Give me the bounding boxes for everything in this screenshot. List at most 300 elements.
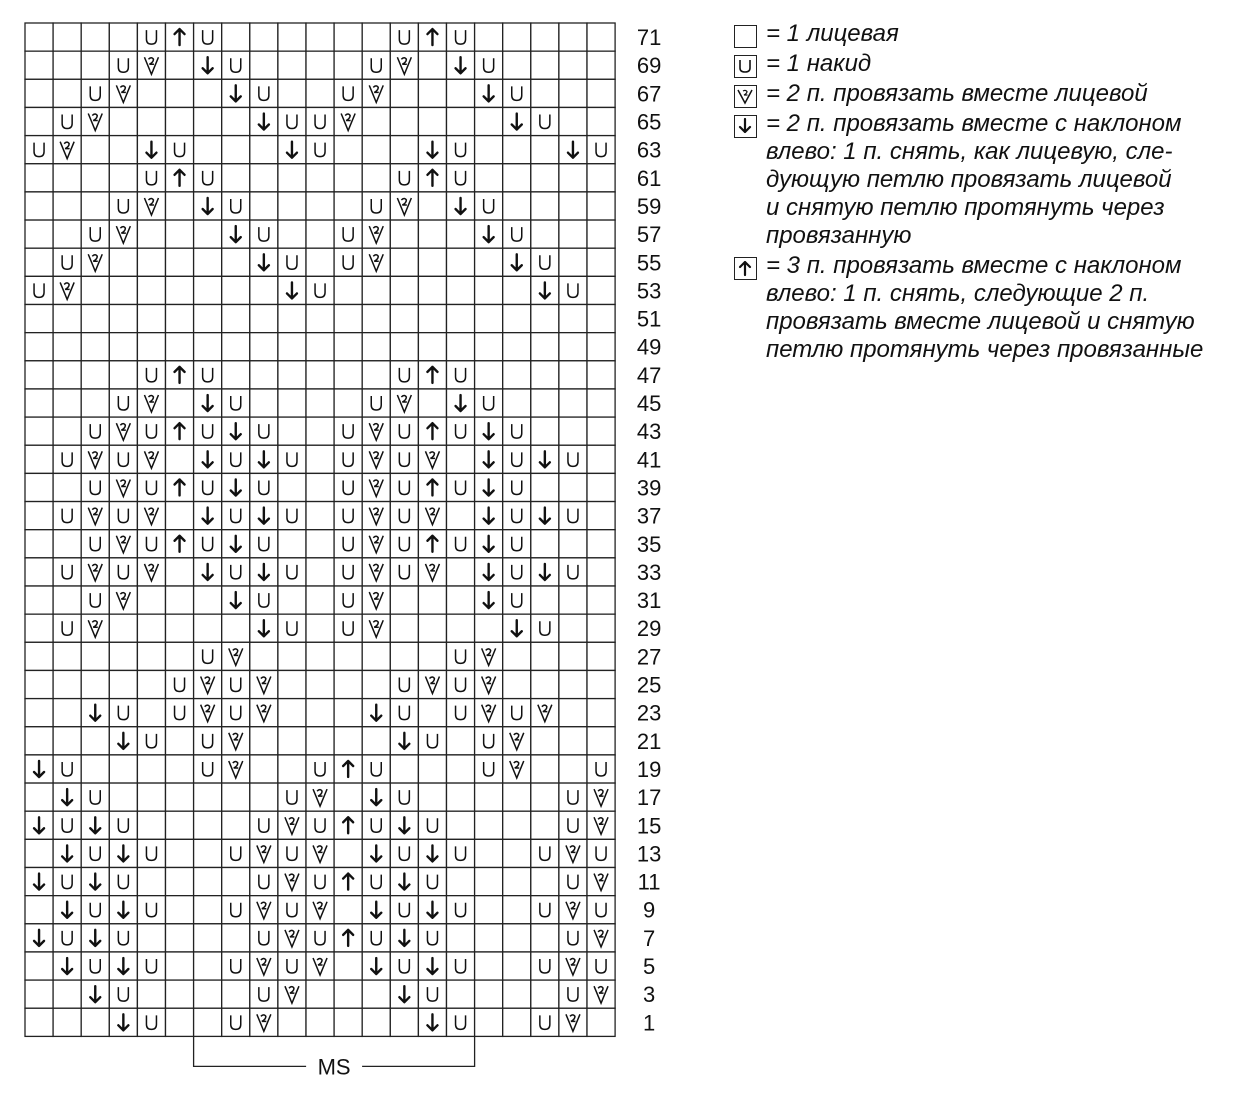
knit-cell — [81, 23, 109, 51]
yarn-over-cell — [531, 614, 559, 642]
chart-row — [25, 614, 615, 642]
knit-cell — [278, 530, 306, 558]
yarn-over-cell — [503, 417, 531, 445]
knit-cell — [334, 642, 362, 670]
yarn-over-cell — [109, 51, 137, 79]
knit-cell — [362, 276, 390, 304]
row-label: 69 — [636, 53, 662, 79]
knit-cell — [53, 670, 81, 698]
knit-cell — [166, 305, 194, 333]
yarn-over-cell — [222, 839, 250, 867]
yarn-over-cell — [334, 417, 362, 445]
yarn-over-cell — [194, 642, 222, 670]
knit-cell — [250, 333, 278, 361]
knit-cell — [166, 642, 194, 670]
chart-row — [25, 558, 615, 586]
yarn-over-cell — [250, 79, 278, 107]
knit-cell — [503, 276, 531, 304]
yarn-over-cell — [503, 502, 531, 530]
knit-cell — [559, 192, 587, 220]
knit-cell — [194, 924, 222, 952]
knit-cell — [503, 1008, 531, 1036]
row-label: 9 — [642, 897, 656, 923]
knit-cell — [475, 896, 503, 924]
knit-cell — [475, 868, 503, 896]
knit-cell — [194, 839, 222, 867]
yarn-over-cell — [390, 502, 418, 530]
row-label: 31 — [636, 588, 662, 614]
knit-cell — [109, 164, 137, 192]
yarn-over-cell — [390, 952, 418, 980]
knit-cell — [166, 586, 194, 614]
knit-cell — [531, 220, 559, 248]
knit-cell — [53, 79, 81, 107]
yarn-over-cell — [53, 558, 81, 586]
knit-cell — [306, 1008, 334, 1036]
chart-row — [25, 136, 615, 164]
knit-cell — [306, 417, 334, 445]
knit-cell — [362, 305, 390, 333]
yarn-over-cell — [166, 670, 194, 698]
knit-cell — [334, 980, 362, 1008]
knit-cell — [559, 642, 587, 670]
knit-cell — [194, 333, 222, 361]
knit-cell — [334, 699, 362, 727]
knit-cell — [306, 699, 334, 727]
knit-cell — [222, 868, 250, 896]
knit-icon — [734, 25, 757, 48]
knit-cell — [25, 952, 53, 980]
knit-cell — [194, 980, 222, 1008]
knit-cell — [250, 389, 278, 417]
repeat-bracket-right — [362, 1036, 475, 1066]
yarn-over-cell — [222, 51, 250, 79]
knit-cell — [559, 755, 587, 783]
knit-cell — [503, 924, 531, 952]
knit-cell — [278, 417, 306, 445]
knit-cell — [531, 642, 559, 670]
knit-cell — [25, 502, 53, 530]
knit-cell — [306, 558, 334, 586]
knit-cell — [362, 23, 390, 51]
knit-cell — [362, 980, 390, 1008]
yarn-over-cell — [390, 361, 418, 389]
knit-cell — [447, 614, 475, 642]
knit-cell — [475, 614, 503, 642]
knit-cell — [166, 220, 194, 248]
knit-cell — [250, 642, 278, 670]
knit-cell — [531, 924, 559, 952]
yarn-over-cell — [334, 530, 362, 558]
yarn-over-cell — [250, 220, 278, 248]
knit-cell — [362, 670, 390, 698]
knit-cell — [587, 107, 615, 135]
knit-cell — [109, 248, 137, 276]
knit-cell — [137, 79, 165, 107]
knit-cell — [109, 783, 137, 811]
yarn-over-cell — [306, 755, 334, 783]
knit-cell — [306, 980, 334, 1008]
knit-cell — [53, 23, 81, 51]
knit-cell — [222, 811, 250, 839]
yarn-over-cell — [334, 248, 362, 276]
yarn-over-cell — [81, 473, 109, 501]
knit-cell — [250, 783, 278, 811]
yarn-over-cell — [250, 530, 278, 558]
knit-cell — [503, 811, 531, 839]
row-label: 7 — [642, 925, 656, 951]
legend-item-k2tog — [734, 80, 1244, 108]
row-labels — [637, 25, 661, 1035]
knit-cell — [447, 107, 475, 135]
chart-row — [25, 783, 615, 811]
knit-cell — [166, 839, 194, 867]
yarn-over-cell — [250, 868, 278, 896]
yarn-over-cell — [25, 276, 53, 304]
knit-cell — [418, 755, 446, 783]
row-label: 65 — [636, 109, 662, 135]
knit-cell — [25, 699, 53, 727]
chart-row — [25, 1008, 615, 1036]
yarn-over-cell — [222, 502, 250, 530]
knit-cell — [166, 51, 194, 79]
yarn-over-cell — [137, 896, 165, 924]
knit-cell — [503, 868, 531, 896]
knit-cell — [531, 23, 559, 51]
chart-row — [25, 248, 615, 276]
knit-cell — [503, 305, 531, 333]
knit-cell — [390, 1008, 418, 1036]
yarn-over-cell — [109, 811, 137, 839]
knit-cell — [503, 23, 531, 51]
chart-row — [25, 107, 615, 135]
knit-cell — [25, 670, 53, 698]
yarn-over-cell — [587, 839, 615, 867]
chart-row — [25, 868, 615, 896]
knit-cell — [137, 811, 165, 839]
knit-cell — [390, 220, 418, 248]
legend-text-k2tog: = 2 п. провязать вместе лицевой — [766, 80, 1148, 107]
knit-cell — [447, 755, 475, 783]
knit-cell — [334, 389, 362, 417]
knit-cell — [194, 305, 222, 333]
yarn-over-cell — [278, 614, 306, 642]
yarn-over-cell — [109, 445, 137, 473]
yarn-over-cell — [447, 699, 475, 727]
knit-cell — [166, 558, 194, 586]
yarn-over-cell — [503, 445, 531, 473]
yarn-over-cell — [109, 699, 137, 727]
yarn-over-cell — [559, 445, 587, 473]
row-label: 39 — [636, 475, 662, 501]
yarn-over-cell — [250, 924, 278, 952]
knit-cell — [306, 614, 334, 642]
yarn-over-cell — [306, 924, 334, 952]
knit-cell — [81, 361, 109, 389]
yarn-over-cell — [559, 276, 587, 304]
yarn-over-cell — [81, 79, 109, 107]
knit-cell — [81, 389, 109, 417]
yarn-over-cell — [447, 361, 475, 389]
knit-cell — [25, 980, 53, 1008]
knit-cell — [81, 642, 109, 670]
yarn-over-cell — [334, 502, 362, 530]
yarn-over-cell — [390, 417, 418, 445]
knit-cell — [53, 980, 81, 1008]
yarn-over-cell — [390, 473, 418, 501]
chart-row — [25, 699, 615, 727]
knit-cell — [222, 614, 250, 642]
knit-cell — [166, 980, 194, 1008]
knit-cell — [334, 305, 362, 333]
yarn-over-cell — [194, 23, 222, 51]
knit-cell — [137, 670, 165, 698]
knit-cell — [362, 333, 390, 361]
yarn-over-cell — [278, 248, 306, 276]
knit-cell — [25, 727, 53, 755]
knit-cell — [447, 980, 475, 1008]
knit-cell — [531, 811, 559, 839]
knit-cell — [559, 248, 587, 276]
knit-cell — [137, 305, 165, 333]
knit-cell — [25, 558, 53, 586]
knit-cell — [587, 614, 615, 642]
yarn-over-cell — [447, 473, 475, 501]
k2tog-icon — [734, 85, 757, 108]
chart-row — [25, 79, 615, 107]
knit-cell — [25, 783, 53, 811]
knit-cell — [559, 727, 587, 755]
legend — [734, 20, 1244, 366]
legend-text-sk2p: = 3 п. провязать вместе с наклоном влево: 1 п. снять, следующие 2 п. провязать вместе лицевой и снятую петлю протянуть через провязанные — [766, 252, 1204, 363]
knit-cell — [194, 586, 222, 614]
yarn-over-cell — [587, 755, 615, 783]
knit-cell — [390, 107, 418, 135]
knit-cell — [334, 51, 362, 79]
yarn-over-cell — [137, 727, 165, 755]
chart-row — [25, 896, 615, 924]
yarn-over-cell — [475, 51, 503, 79]
knit-cell — [418, 586, 446, 614]
yarn-over-cell — [278, 896, 306, 924]
legend-item-yarn-over — [734, 50, 1244, 78]
knit-cell — [559, 473, 587, 501]
knit-cell — [250, 23, 278, 51]
knit-cell — [418, 220, 446, 248]
yarn-over-cell — [109, 868, 137, 896]
yarn-over-cell — [222, 1008, 250, 1036]
chart-row — [25, 473, 615, 501]
knit-cell — [334, 1008, 362, 1036]
yarn-over-cell — [81, 417, 109, 445]
knit-cell — [531, 79, 559, 107]
yarn-over-cell — [53, 868, 81, 896]
knit-cell — [25, 51, 53, 79]
yarn-over-cell — [362, 389, 390, 417]
knit-cell — [194, 783, 222, 811]
row-label: 15 — [636, 813, 662, 839]
yarn-over-cell — [306, 276, 334, 304]
row-label: 3 — [642, 982, 656, 1008]
chart-row — [25, 530, 615, 558]
knit-cell — [53, 417, 81, 445]
knit-cell — [503, 783, 531, 811]
knit-cell — [503, 136, 531, 164]
yarn-over-cell — [418, 811, 446, 839]
chart-row — [25, 755, 615, 783]
knit-cell — [278, 164, 306, 192]
knit-cell — [166, 248, 194, 276]
yarn-over-cell — [81, 220, 109, 248]
knit-cell — [559, 305, 587, 333]
knit-cell — [166, 952, 194, 980]
knit-cell — [306, 530, 334, 558]
yarn-over-cell — [503, 530, 531, 558]
knit-cell — [81, 727, 109, 755]
knit-cell — [447, 305, 475, 333]
knit-cell — [222, 333, 250, 361]
knit-cell — [334, 952, 362, 980]
yarn-over-cell — [559, 502, 587, 530]
knit-cell — [503, 51, 531, 79]
yarn-over-cell — [587, 896, 615, 924]
yarn-over-cell — [559, 980, 587, 1008]
knit-cell — [166, 924, 194, 952]
knit-cell — [306, 727, 334, 755]
knit-cell — [166, 333, 194, 361]
knit-cell — [306, 333, 334, 361]
yarn-over-cell — [250, 586, 278, 614]
knit-cell — [503, 642, 531, 670]
yarn-over-cell — [447, 670, 475, 698]
yarn-over-cell — [531, 952, 559, 980]
yarn-over-cell — [418, 980, 446, 1008]
yarn-over-cell — [222, 445, 250, 473]
knit-cell — [334, 23, 362, 51]
knit-cell — [81, 276, 109, 304]
knit-cell — [53, 164, 81, 192]
row-label: 67 — [636, 81, 662, 107]
knit-cell — [418, 276, 446, 304]
knit-cell — [531, 670, 559, 698]
knit-cell — [418, 614, 446, 642]
knit-cell — [475, 839, 503, 867]
yarn-over-cell — [587, 136, 615, 164]
knit-cell — [25, 417, 53, 445]
yarn-over-cell — [587, 952, 615, 980]
knit-cell — [109, 107, 137, 135]
knit-cell — [278, 79, 306, 107]
yarn-over-cell — [503, 79, 531, 107]
row-label: 47 — [636, 362, 662, 388]
yarn-over-cell — [447, 23, 475, 51]
knit-cell — [278, 642, 306, 670]
knit-cell — [109, 755, 137, 783]
knit-cell — [559, 417, 587, 445]
chart-row — [25, 417, 615, 445]
knit-cell — [306, 51, 334, 79]
row-label: 13 — [636, 841, 662, 867]
knit-cell — [25, 79, 53, 107]
yarn-over-cell — [531, 107, 559, 135]
knit-cell — [334, 164, 362, 192]
yarn-over-cell — [475, 727, 503, 755]
knit-cell — [306, 473, 334, 501]
chart-row — [25, 642, 615, 670]
knit-cell — [475, 811, 503, 839]
chart-row — [25, 811, 615, 839]
knit-cell — [531, 727, 559, 755]
knit-cell — [503, 896, 531, 924]
knit-cell — [531, 980, 559, 1008]
knit-cell — [166, 896, 194, 924]
knit-cell — [503, 389, 531, 417]
knit-cell — [587, 389, 615, 417]
row-label: 1 — [642, 1010, 656, 1036]
knit-cell — [587, 79, 615, 107]
yarn-over-cell — [250, 811, 278, 839]
chart-row — [25, 952, 615, 980]
knit-cell — [250, 136, 278, 164]
knit-cell — [166, 811, 194, 839]
knit-cell — [166, 389, 194, 417]
row-label: 11 — [637, 869, 661, 895]
knit-cell — [475, 333, 503, 361]
yarn-over-cell — [390, 699, 418, 727]
knit-cell — [109, 333, 137, 361]
row-label: 57 — [636, 222, 662, 248]
knit-cell — [306, 220, 334, 248]
knit-cell — [531, 305, 559, 333]
knit-cell — [166, 755, 194, 783]
knit-cell — [222, 980, 250, 1008]
knit-cell — [306, 192, 334, 220]
yarn-over-cell — [222, 558, 250, 586]
knit-cell — [137, 783, 165, 811]
knit-cell — [109, 670, 137, 698]
yarn-over-cell — [250, 980, 278, 1008]
knit-cell — [559, 361, 587, 389]
knit-cell — [25, 473, 53, 501]
knit-cell — [109, 276, 137, 304]
knit-cell — [559, 23, 587, 51]
yarn-over-cell — [194, 755, 222, 783]
knit-cell — [475, 980, 503, 1008]
yarn-over-cell — [390, 164, 418, 192]
knit-cell — [222, 164, 250, 192]
knit-cell — [559, 79, 587, 107]
knit-cell — [166, 276, 194, 304]
yarn-over-cell — [334, 79, 362, 107]
knit-cell — [587, 1008, 615, 1036]
knit-cell — [559, 164, 587, 192]
yarn-over-cell — [278, 839, 306, 867]
knit-cell — [137, 614, 165, 642]
knit-cell — [475, 924, 503, 952]
knit-cell — [334, 670, 362, 698]
yarn-over-cell — [222, 952, 250, 980]
knit-cell — [587, 333, 615, 361]
knit-cell — [137, 868, 165, 896]
yarn-over-cell — [447, 896, 475, 924]
knit-cell — [222, 23, 250, 51]
knit-cell — [390, 333, 418, 361]
yarn-over-cell — [250, 417, 278, 445]
yarn-over-icon — [734, 55, 757, 78]
row-label: 71 — [636, 25, 662, 51]
knit-cell — [447, 558, 475, 586]
knit-cell — [587, 220, 615, 248]
